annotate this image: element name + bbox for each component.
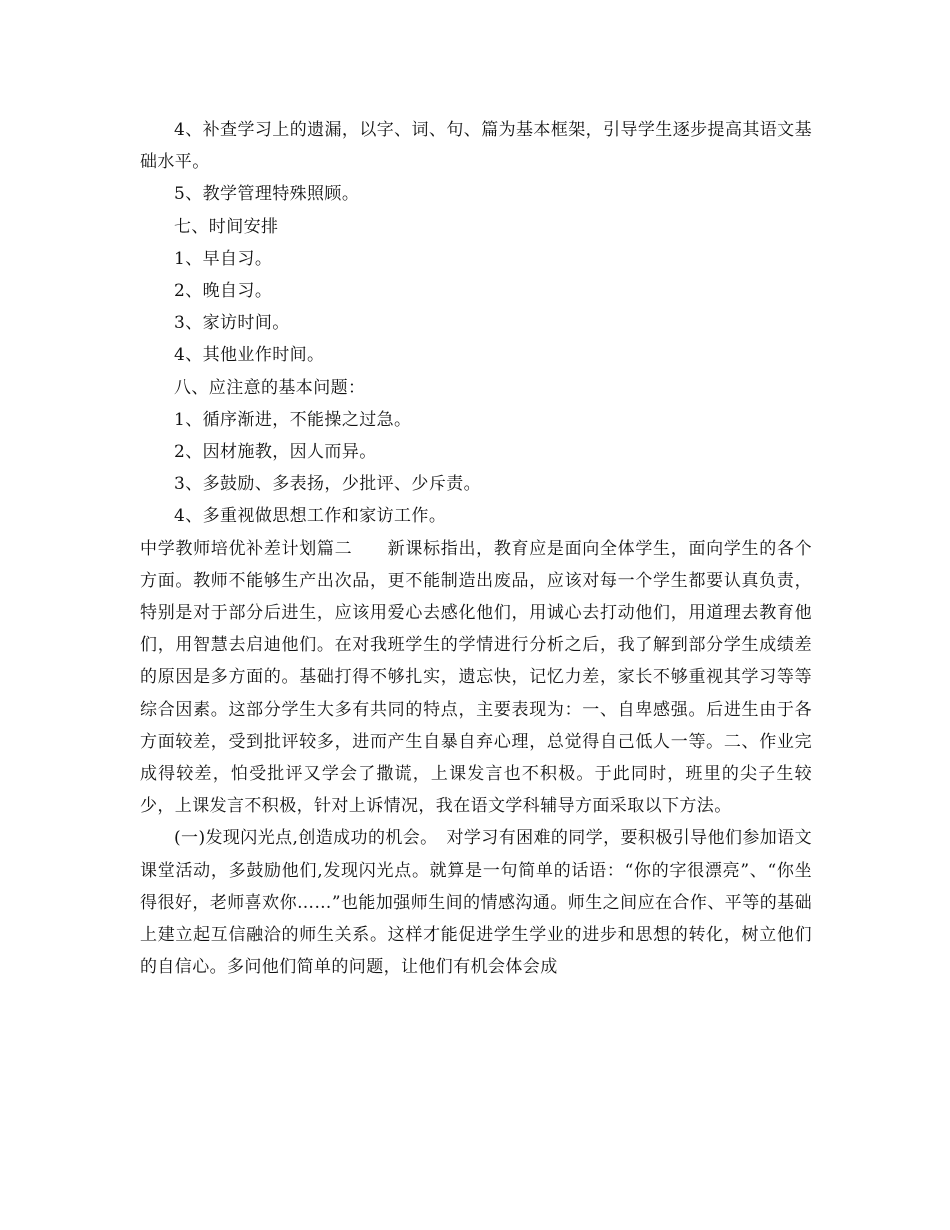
schedule-item-4: 4、其他业作时间。 bbox=[174, 345, 325, 366]
issue-item-2: 2、因材施教，因人而异。 bbox=[174, 442, 377, 463]
schedule-item-3: 3、家访时间。 bbox=[174, 313, 290, 334]
method-one-paragraph: (一)发现闪光点,创造成功的机会。 对学习有困难的同学，要积极引导他们参加语文课堂活动，多鼓励他们,发现闪光点。就算是一句简单的话语：“你的字很漂亮”、“你坐得很好，老师喜欢你……”也能加强师生间的情感沟通。师生之间应在合作、平等的基础上建立起互信融洽的师生关系。这样才能促进学生学业的进步和思想的转化，树立他们的自信心。多问他们简单的问题，让他们有机会体会成 bbox=[140, 828, 812, 978]
section-heading-issues: 八、应注意的基本问题： bbox=[174, 377, 366, 398]
issue-item-1: 1、循序渐进，不能操之过急。 bbox=[174, 409, 412, 430]
issue-item-3: 3、多鼓励、多表扬，少批评、少斥责。 bbox=[174, 474, 482, 495]
section-heading-schedule: 七、时间安排 bbox=[174, 216, 279, 237]
schedule-item-1: 1、早自习。 bbox=[174, 248, 273, 269]
issue-item-4: 4、多重视做思想工作和家访工作。 bbox=[174, 506, 447, 527]
document-page bbox=[140, 114, 812, 983]
paragraph-item-5-management: 5、教学管理特殊照顾。 bbox=[174, 184, 360, 205]
plan-two-intro-paragraph: 中学教师培优补差计划篇二 新课标指出，教育应是面向全体学生，面向学生的各个方面。教师不能够生产出次品，更不能制造出废品，应该对每一个学生都要认真负责，特别是对于部分后进生，应该用爱心去感化他们，用诚心去打动他们，用道理去教育他们，用智慧去启迪他们。在对我班学生的学情进行分析之后，我了解到部分学生成绩差的原因是多方面的。基础打得不够扎实，遗忘快，记忆力差，家长不够重视其学习等等综合因素。这部分学生大多有共同的特点，主要表现为：一、自卑感强。后进生由于各方面较差，受到批评较多，进而产生自暴自弃心理，总觉得自己低人一等。二、作业完成得较差，怕受批评又学会了撒谎，上课发言也不积极。于此同时，班里的尖子生较少，上课发言不积极，针对上诉情况，我在语文学科辅导方面采取以下方法。 bbox=[140, 538, 812, 817]
paragraph-item-4-review: 4、补查学习上的遗漏，以字、词、句、篇为基本框架，引导学生逐步提高其语文基础水平。 bbox=[140, 120, 812, 173]
schedule-item-2: 2、晚自习。 bbox=[174, 281, 273, 302]
